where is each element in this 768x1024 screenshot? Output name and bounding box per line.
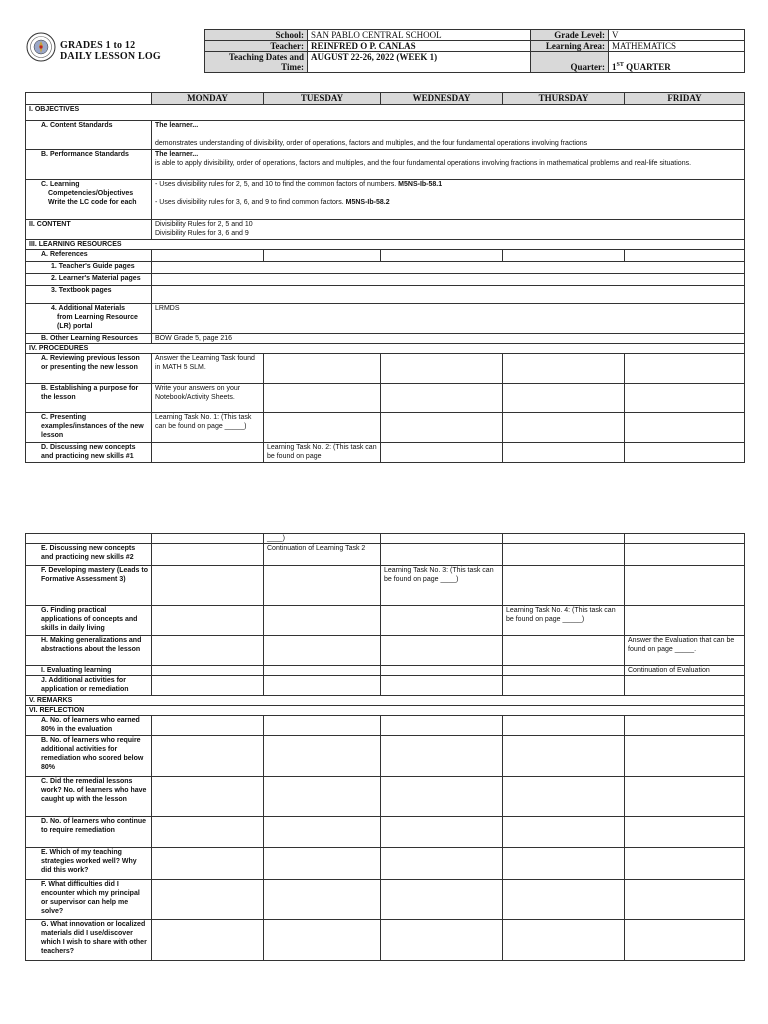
title-line-1: GRADES 1 to 12 <box>60 40 136 51</box>
section-content: II. CONTENT <box>26 220 152 240</box>
competency-1 <box>155 180 741 189</box>
school-label: School: <box>205 30 308 41</box>
additional-materials-line-3: (LR) portal <box>57 323 93 330</box>
quarter-text: QUARTER <box>623 62 671 72</box>
day-tuesday: TUESDAY <box>264 93 381 105</box>
competencies-label <box>26 180 152 220</box>
learners-material-label: 2. Learner's Material pages <box>26 274 152 286</box>
learning-area-label: Learning Area: <box>531 41 609 52</box>
other-resources-label: B. Other Learning Resources <box>26 334 152 344</box>
procedure-b-monday: Write your answers on your Notebook/Activity Sheets. <box>152 384 264 413</box>
lesson-log-table-2 <box>25 533 745 961</box>
reflection-f-label: F. What difficulties did I encounter which my principal or supervisor can help me solve? <box>26 880 152 920</box>
competency-1-text: - Uses divisibility rules for 2, 5, and 10 to find the common factors of numbers. <box>155 181 399 188</box>
section-learning-resources: III. LEARNING RESOURCES <box>26 240 745 250</box>
competencies-label-line-3: Write the LC code for each <box>48 199 137 206</box>
procedure-f-label: F. Developing mastery (Leads to Formative Assessment 3) <box>26 566 152 606</box>
day-monday: MONDAY <box>152 93 264 105</box>
procedure-d-tuesday-continued: ____) <box>264 534 381 544</box>
procedure-a-label: A. Reviewing previous lesson or presenting the new lesson <box>26 354 152 384</box>
quarter-suffix: ST <box>616 62 624 68</box>
teaching-dates-value: AUGUST 22-26, 2022 (WEEK 1) <box>308 52 531 73</box>
reflection-c-label: C. Did the remedial lessons work? No. of learners who have caught up with the lesson <box>26 777 152 817</box>
quarter-number: 1 <box>612 62 617 72</box>
additional-materials-line-2: from Learning Resource <box>57 314 138 321</box>
procedure-h-friday: Answer the Evaluation that can be found on page _____. <box>625 636 745 666</box>
competency-2 <box>155 198 741 207</box>
content-standards-label: A. Content Standards <box>26 121 152 150</box>
section-objectives: I. OBJECTIVES <box>26 105 745 121</box>
procedure-g-label: G. Finding practical applications of concepts and skills in daily living <box>26 606 152 636</box>
procedure-i-label: I. Evaluating learning <box>26 666 152 676</box>
section-procedures: IV. PROCEDURES <box>26 344 745 354</box>
performance-standards-intro: The learner... <box>155 151 199 158</box>
content-standards-value <box>152 121 745 150</box>
content-standards-intro: The learner... <box>155 122 199 129</box>
lesson-log-table-1 <box>25 92 745 463</box>
additional-materials-label <box>26 304 152 334</box>
performance-standards-label: B. Performance Standards <box>26 150 152 180</box>
procedure-f-wednesday: Learning Task No. 3: (This task can be found on page ____) <box>381 566 503 606</box>
day-friday: FRIDAY <box>625 93 745 105</box>
section-reflection: VI. REFLECTION <box>26 706 745 716</box>
procedure-c-label: C. Presenting examples/instances of the new lesson <box>26 413 152 443</box>
content-line-2: Divisibility Rules for 3, 6 and 9 <box>155 230 249 237</box>
competency-1-code: M5NS-Ib-58.1 <box>398 181 443 188</box>
quarter-value <box>609 52 745 73</box>
school-value: SAN PABLO CENTRAL SCHOOL <box>308 30 531 41</box>
other-resources-value: BOW Grade 5, page 216 <box>152 334 745 344</box>
teaching-dates-label: Teaching Dates and Time: <box>205 52 308 73</box>
additional-materials-value: LRMDS <box>152 304 745 334</box>
procedure-h-label: H. Making generalizations and abstractions about the lesson <box>26 636 152 666</box>
procedure-d-tuesday: Learning Task No. 2: (This task can be found on page <box>264 443 381 463</box>
content-line-1: Divisibility Rules for 2, 5 and 10 <box>155 221 253 228</box>
day-wednesday: WEDNESDAY <box>381 93 503 105</box>
procedure-j-label: J. Additional activities for application or remediation <box>26 676 152 696</box>
performance-standards-text: is able to apply divisibility, order of operations, factors and multiples, and the four fundamental operations involving fractions in mathematical problems and real-life situations. <box>155 160 692 167</box>
competencies-label-line-1: C. Learning <box>41 181 80 188</box>
procedure-d-label: D. Discussing new concepts and practicing new skills #1 <box>26 443 152 463</box>
procedure-a-monday: Answer the Learning Task found in MATH 5 SLM. <box>152 354 264 384</box>
procedure-c-monday: Learning Task No. 1: (This task can be found on page _____) <box>152 413 264 443</box>
teacher-value: REINFRED O P. CANLAS <box>308 41 531 52</box>
reflection-e-label: E. Which of my teaching strategies worked well? Why did this work? <box>26 848 152 880</box>
grade-level-value: V <box>609 30 745 41</box>
competency-2-code: M5NS-Ib-58.2 <box>345 199 390 206</box>
teachers-guide-label: 1. Teacher's Guide pages <box>26 262 152 274</box>
competencies-value <box>152 180 745 220</box>
competency-2-text: - Uses divisibility rules for 3, 6, and 9 to find common factors. <box>155 199 346 206</box>
procedure-i-friday: Continuation of Evaluation <box>625 666 745 676</box>
learning-area-value: MATHEMATICS <box>609 41 745 52</box>
references-label: A. References <box>26 250 152 262</box>
teacher-label: Teacher: <box>205 41 308 52</box>
deped-seal-icon <box>26 32 56 62</box>
procedure-g-thursday: Learning Task No. 4: (This task can be found on page _____) <box>503 606 625 636</box>
header-info-table <box>204 29 745 73</box>
additional-materials-line-1: 4. Additional Materials <box>51 305 126 312</box>
textbook-label: 3. Textbook pages <box>26 286 152 304</box>
quarter-label: Quarter: <box>531 52 609 73</box>
performance-standards-value <box>152 150 745 180</box>
reflection-d-label: D. No. of learners who continue to require remediation <box>26 817 152 848</box>
procedure-b-label: B. Establishing a purpose for the lesson <box>26 384 152 413</box>
title-line-2: DAILY LESSON LOG <box>60 51 161 62</box>
grade-level-label: Grade Level: <box>531 30 609 41</box>
reflection-g-label: G. What innovation or localized materials did I use/discover which I wish to share with other teachers? <box>26 920 152 961</box>
reflection-a-label: A. No. of learners who earned 80% in the evaluation <box>26 716 152 736</box>
reflection-b-label: B. No. of learners who require additional activities for remediation who scored below 80% <box>26 736 152 777</box>
procedure-e-label: E. Discussing new concepts and practicing new skills #2 <box>26 544 152 566</box>
competencies-label-line-2: Competencies/Objectives <box>48 190 134 197</box>
content-value <box>152 220 745 240</box>
procedure-e-tuesday: Continuation of Learning Task 2 <box>264 544 381 566</box>
section-remarks: V. REMARKS <box>26 696 745 706</box>
content-standards-text: demonstrates understanding of divisibility, order of operations, factors and multiples, and the four fundamental operations involving fractions <box>155 140 588 147</box>
page-title <box>60 40 161 62</box>
day-thursday: THURSDAY <box>503 93 625 105</box>
